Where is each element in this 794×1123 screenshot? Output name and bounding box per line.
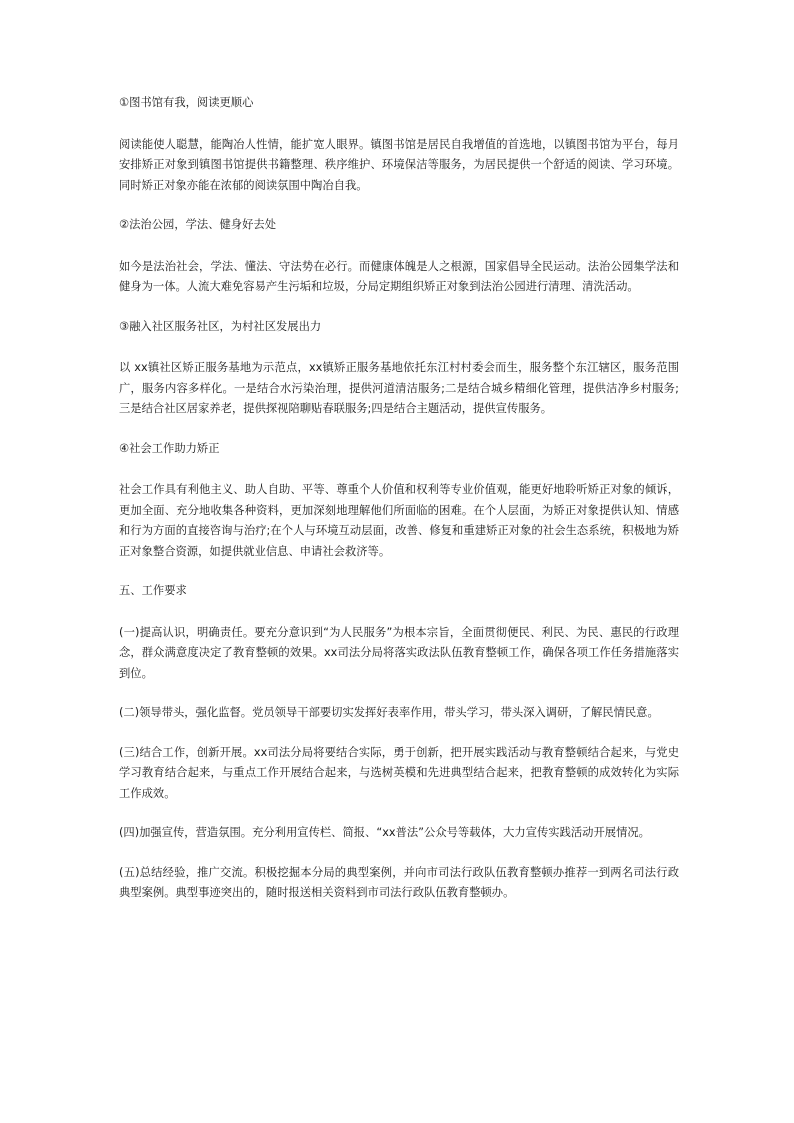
- section-4-heading: ④社会工作助力矫正: [119, 441, 220, 455]
- requirement-2: (二)领导带头，强化监督。党员领导干部要切实发挥好表率作用，带头学习，带头深入调研，了解民情民意。: [119, 706, 659, 719]
- section-1-body: 阅读能使人聪慧，能陶冶人性情，能扩宽人眼界。镇图书馆是居民自我增值的首选地，以镇图书馆为平台，每月安排矫正对象到镇图书馆提供书籍整理、秩序维护、环境保洁等服务，为居民提供一个舒适的阅读、学习环境。同时矫正对象亦能在浓郁的阅读氛围中陶冶自我。: [119, 137, 679, 192]
- section-2-heading: ②法治公园，学法、健身好去处: [119, 218, 276, 231]
- document-page: [119, 93, 679, 904]
- section-3-heading: ③融入社区服务社区，为村社区发展出力: [119, 319, 322, 333]
- requirement-4: (四)加强宣传，营造氛围。充分利用宣传栏、简报、“xx普法”公众号等载体，大力宣传实践活动开展情况。: [119, 826, 650, 839]
- requirement-1: (一)提高认识，明确责任。要充分意识到“为人民服务”为根本宗旨，全面贯彻便民、利民、为民、惠民的行政理念，群众满意度决定了教育整顿的效果。xx司法分局将落实政法队伍教育整顿工作，确保各项工作任务措施落实到位。: [119, 625, 679, 680]
- requirement-3: (三)结合工作，创新开展。xx司法分局将要结合实际，勇于创新，把开展实践活动与教育整顿结合起来，与党史学习教育结合起来，与重点工作开展结合起来，与选树英模和先进典型结合起来，把教育整顿的成效转化为实际工作成效。: [119, 745, 679, 800]
- section-2-body: 如今是法治社会，学法、懂法、守法势在必行。而健康体魄是人之根源，国家倡导全民运动。法治公园集学法和健身为一体。人流大难免容易产生污垢和垃圾，分局定期组织矫正对象到法治公园进行清理、清洗活动。: [119, 259, 679, 293]
- section-4-body: 社会工作具有利他主义、助人自助、平等、尊重个人价值和权利等专业价值观，能更好地聆听矫正对象的倾诉，更加全面、充分地收集各种资料，更加深刻地理解他们所面临的困难。在个人层面，为矫正对象提供认知、情感和行为方面的直接咨询与治疗;在个人与环境互动层面，改善、修复和重建矫正对象的社会生态系统，积极地为矫正对象整合资源，如提供就业信息、申请社会救济等。: [119, 483, 679, 558]
- section-1-heading: ①图书馆有我，阅读更顺心: [119, 96, 254, 109]
- requirements-heading: 五、工作要求: [119, 584, 187, 597]
- requirement-5: (五)总结经验，推广交流。积极挖掘本分局的典型案例，并向市司法行政队伍教育整顿办推荐一到两名司法行政典型案例。典型事迹突出的，随时报送相关资料到市司法行政队伍教育整顿办。: [119, 865, 679, 899]
- section-3-body: 以 xx镇社区矫正服务基地为示范点，xx镇矫正服务基地依托东江村村委会而生，服务整个东江辖区，服务范围广，服务内容多样化。一是结合水污染治理，提供河道清洁服务;二是结合城乡精细化管理，提供洁净乡村服务;三是结合社区居家养老，提供探视陪聊贴春联服务;四是结合主题活动，提供宣传服务。: [119, 361, 679, 415]
